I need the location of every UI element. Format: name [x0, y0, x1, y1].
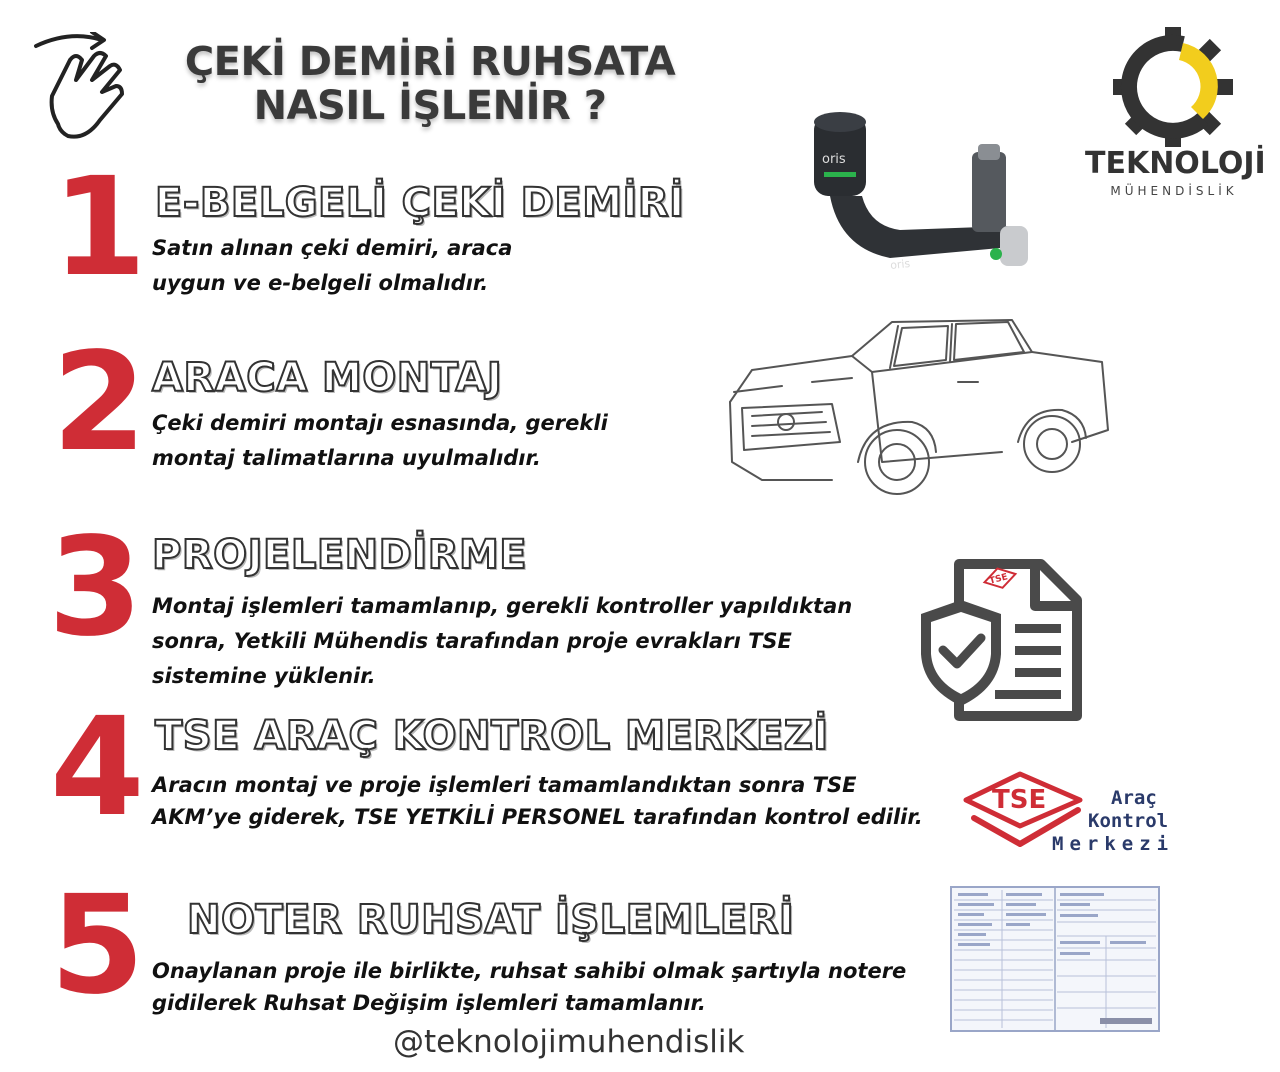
step-1-line-1: Satın alınan çeki demiri, araca	[152, 236, 513, 260]
step-4-line-1: Aracın montaj ve proje işlemleri tamamlandıktan sonra TSE	[152, 773, 857, 797]
vehicle-license-document	[950, 886, 1160, 1032]
document-tse-mark: TSE	[988, 572, 1010, 587]
step-title-2: ARACA MONTAJ	[152, 355, 503, 401]
tse-logo	[960, 770, 1175, 860]
swipe-hand-icon	[30, 32, 130, 147]
gear-logo-icon	[1110, 24, 1236, 150]
step-description-5	[152, 955, 906, 1019]
title-line-1: ÇEKİ DEMİRİ RUHSATA	[184, 39, 676, 85]
hitch-brand-text: oris	[822, 152, 846, 167]
step-4-line-2: AKM’ye giderek, TSE YETKİLİ PERSONEL tarafından kontrol edilir.	[152, 805, 923, 829]
step-number-2: 2	[52, 324, 147, 482]
step-description-1	[152, 231, 512, 301]
step-3-line-3: sistemine yüklenir.	[152, 664, 376, 688]
brand-name: TEKNOLOJİ	[1085, 146, 1266, 181]
tse-logo-mark: TSE	[992, 785, 1047, 815]
brand-subtitle: MÜHENDİSLİK	[1110, 184, 1238, 198]
tow-hitch-image	[800, 108, 1040, 288]
step-description-3	[152, 589, 852, 694]
step-3-line-2: sonra, Yetkili Mühendis tarafından proje evrakları TSE	[152, 629, 792, 653]
step-title-1: E-BELGELİ ÇEKİ DEMİRİ	[155, 180, 685, 226]
step-title-3: PROJELENDİRME	[152, 532, 528, 578]
step-number-1: 1	[52, 149, 147, 307]
title-line-2: NASIL İŞLENİR ?	[253, 83, 607, 129]
step-5-line-2: gidilerek Ruhsat Değişim işlemleri tamamlanır.	[152, 991, 706, 1015]
certified-document-icon	[915, 558, 1085, 724]
step-title-5: NOTER RUHSAT İŞLEMLERİ	[187, 897, 795, 943]
step-2-line-1: Çeki demiri montajı esnasında, gerekli	[152, 411, 608, 435]
step-description-2	[152, 406, 608, 476]
step-number-5: 5	[50, 867, 145, 1025]
social-handle: @teknolojimuhendislik	[393, 1024, 745, 1060]
pickup-truck-sketch	[722, 312, 1114, 500]
step-5-line-1: Onaylanan proje ile birlikte, ruhsat sahibi olmak şartıyla notere	[152, 959, 907, 983]
step-3-line-1: Montaj işlemleri tamamlanıp, gerekli kontroller yapıldıktan	[152, 594, 853, 618]
step-number-4: 4	[50, 689, 145, 847]
step-number-3: 3	[48, 509, 143, 667]
step-1-line-2: uygun ve e-belgeli olmalıdır.	[152, 271, 489, 295]
step-title-4: TSE ARAÇ KONTROL MERKEZİ	[155, 713, 829, 759]
step-description-4	[152, 769, 923, 833]
tse-logo-line-3: Merkezi	[1052, 833, 1175, 855]
tse-logo-line-2: Kontrol	[1088, 810, 1169, 832]
hitch-brand-text-2: oris	[889, 256, 911, 273]
page-title	[150, 40, 710, 128]
tse-logo-line-1: Araç	[1111, 787, 1157, 809]
step-2-line-2: montaj talimatlarına uyulmalıdır.	[152, 446, 541, 470]
